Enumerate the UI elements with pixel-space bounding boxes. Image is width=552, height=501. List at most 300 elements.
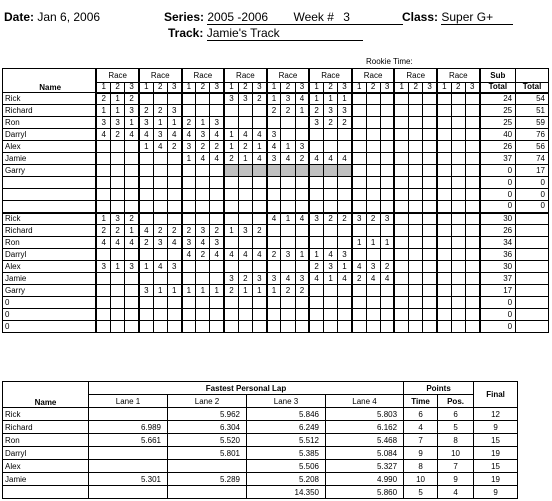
racer-name: Rick bbox=[3, 93, 97, 105]
lane-result bbox=[125, 249, 139, 261]
lane-result bbox=[409, 201, 423, 213]
lane-result bbox=[196, 201, 210, 213]
lane-result bbox=[210, 105, 224, 117]
lane-result bbox=[153, 249, 167, 261]
lane-result: 1 bbox=[252, 141, 266, 153]
sub-total: 0 bbox=[480, 297, 516, 309]
racer-name: Richard bbox=[3, 225, 97, 237]
lane-result bbox=[295, 201, 309, 213]
lane-result: 2 bbox=[139, 105, 153, 117]
lane-result: 3 bbox=[182, 141, 196, 153]
lane-result bbox=[252, 117, 266, 129]
lane-result bbox=[210, 261, 224, 273]
lane-number: 3 bbox=[380, 83, 394, 93]
lane-result: 2 bbox=[252, 225, 266, 237]
lane-result bbox=[352, 309, 366, 321]
lane-result bbox=[323, 201, 337, 213]
lane-result: 4 bbox=[238, 129, 252, 141]
lane-result bbox=[437, 321, 451, 333]
lane-result bbox=[323, 321, 337, 333]
lane-result bbox=[139, 273, 153, 285]
lane-result bbox=[238, 177, 252, 189]
lane-result: 2 bbox=[96, 93, 110, 105]
lane-result bbox=[451, 93, 465, 105]
lane-1-time: 5.661 bbox=[89, 434, 168, 447]
lane-result: 1 bbox=[309, 93, 323, 105]
lane-result bbox=[182, 201, 196, 213]
lane-result bbox=[338, 129, 352, 141]
lane-result bbox=[167, 177, 181, 189]
lane-result bbox=[153, 153, 167, 165]
lane-result: 4 bbox=[153, 141, 167, 153]
lane-result: 4 bbox=[323, 153, 337, 165]
lane-result bbox=[380, 93, 394, 105]
lane-result bbox=[309, 189, 323, 201]
lane-result bbox=[380, 225, 394, 237]
lane-result bbox=[238, 309, 252, 321]
lane-result: 3 bbox=[96, 117, 110, 129]
lane-result bbox=[125, 141, 139, 153]
lane-result: 4 bbox=[366, 273, 380, 285]
racer-name: Jamie bbox=[3, 273, 97, 285]
sub-total: 0 bbox=[480, 189, 516, 201]
lane-result bbox=[295, 309, 309, 321]
racer-name: Alex bbox=[3, 460, 89, 473]
lane-result bbox=[423, 237, 437, 249]
lane-result: 4 bbox=[125, 129, 139, 141]
lane-result bbox=[394, 297, 408, 309]
lane-result bbox=[451, 309, 465, 321]
lane-result bbox=[366, 177, 380, 189]
lane-result bbox=[139, 309, 153, 321]
lane-result bbox=[465, 249, 479, 261]
total bbox=[516, 309, 549, 321]
lane-result bbox=[210, 93, 224, 105]
lane-result bbox=[153, 273, 167, 285]
lane-result bbox=[465, 297, 479, 309]
lane-result: 4 bbox=[338, 153, 352, 165]
lane-number: 3 bbox=[338, 83, 352, 93]
lane-number: 2 bbox=[409, 83, 423, 93]
lane-result bbox=[96, 309, 110, 321]
lane-result bbox=[394, 105, 408, 117]
racer-name: Darryl bbox=[3, 249, 97, 261]
lane-result bbox=[281, 165, 295, 177]
lane-result bbox=[409, 309, 423, 321]
lane-result bbox=[182, 273, 196, 285]
lane-result bbox=[196, 189, 210, 201]
race-header: Race bbox=[96, 69, 139, 83]
lane-result: 3 bbox=[153, 237, 167, 249]
race-header: Race bbox=[182, 69, 225, 83]
lane-result: 4 bbox=[281, 273, 295, 285]
lane-result: 2 bbox=[196, 141, 210, 153]
lane-result bbox=[153, 177, 167, 189]
lane-result bbox=[267, 189, 281, 201]
lane-result: 2 bbox=[196, 249, 210, 261]
series-label: Series: bbox=[164, 10, 205, 24]
lane-result bbox=[409, 189, 423, 201]
sub-total: 37 bbox=[480, 153, 516, 165]
lane-2-time: 5.801 bbox=[168, 447, 247, 460]
lane-number: 1 bbox=[309, 83, 323, 93]
lane-result: 3 bbox=[267, 273, 281, 285]
lane-result bbox=[167, 321, 181, 333]
lane-result bbox=[394, 213, 408, 225]
lane-result: 3 bbox=[111, 213, 125, 225]
lane-result bbox=[125, 177, 139, 189]
lane-result: 1 bbox=[224, 129, 238, 141]
race-header: Race bbox=[352, 69, 395, 83]
series-value: 2005 -2006 bbox=[207, 10, 269, 24]
lane-result bbox=[352, 153, 366, 165]
lane-result bbox=[394, 141, 408, 153]
total: 76 bbox=[516, 129, 549, 141]
racer-name bbox=[3, 486, 89, 499]
lane-result: 2 bbox=[182, 225, 196, 237]
sub-total: 30 bbox=[480, 213, 516, 225]
lane-result bbox=[281, 321, 295, 333]
lane-result: 3 bbox=[224, 273, 238, 285]
lane-result bbox=[167, 93, 181, 105]
lane-result: 1 bbox=[153, 285, 167, 297]
lane-result bbox=[309, 141, 323, 153]
lane-result bbox=[338, 189, 352, 201]
lane-4-time: 5.803 bbox=[326, 408, 404, 421]
lane-result bbox=[111, 249, 125, 261]
lane-result bbox=[196, 105, 210, 117]
lane-result bbox=[366, 141, 380, 153]
lane-result bbox=[437, 153, 451, 165]
lane-result bbox=[437, 117, 451, 129]
lane-result bbox=[238, 213, 252, 225]
lane-result: 4 bbox=[196, 237, 210, 249]
lane-result: 3 bbox=[267, 129, 281, 141]
lane-result bbox=[338, 237, 352, 249]
rookie-time-label: Rookie Time: bbox=[366, 57, 413, 66]
lane-result bbox=[125, 309, 139, 321]
lane-result bbox=[281, 261, 295, 273]
final-points: 15 bbox=[474, 460, 518, 473]
lane-result bbox=[380, 153, 394, 165]
lane-result: 4 bbox=[252, 249, 266, 261]
lane-result bbox=[451, 117, 465, 129]
lane-result: 1 bbox=[182, 153, 196, 165]
lane-result bbox=[465, 93, 479, 105]
lane-result bbox=[196, 297, 210, 309]
position-points: 10 bbox=[438, 447, 474, 460]
total bbox=[516, 297, 549, 309]
lane-result: 1 bbox=[139, 261, 153, 273]
lane-result: 1 bbox=[366, 237, 380, 249]
lane-result bbox=[111, 309, 125, 321]
lane-result bbox=[210, 213, 224, 225]
lane-result bbox=[465, 105, 479, 117]
lane-result: 4 bbox=[281, 153, 295, 165]
lane-result bbox=[423, 189, 437, 201]
lane-result bbox=[338, 285, 352, 297]
lane-result bbox=[281, 201, 295, 213]
lane-result bbox=[394, 321, 408, 333]
class-field bbox=[402, 10, 513, 25]
lane-result bbox=[111, 189, 125, 201]
lane-result: 3 bbox=[295, 273, 309, 285]
lane-result bbox=[352, 177, 366, 189]
lane-result bbox=[295, 129, 309, 141]
lane-result bbox=[96, 141, 110, 153]
racer-name: Rick bbox=[3, 213, 97, 225]
lane-result: 3 bbox=[281, 93, 295, 105]
lane-result: 3 bbox=[167, 261, 181, 273]
lane-result: 3 bbox=[366, 261, 380, 273]
lane-result bbox=[167, 297, 181, 309]
total: 54 bbox=[516, 93, 549, 105]
week-value: 3 bbox=[343, 10, 350, 24]
lane-result: 4 bbox=[295, 213, 309, 225]
lane-result bbox=[210, 321, 224, 333]
lane-1-header: Lane 1 bbox=[89, 395, 168, 408]
lane-result: 1 bbox=[281, 213, 295, 225]
lane-result: 2 bbox=[167, 225, 181, 237]
lane-result bbox=[111, 153, 125, 165]
lane-result bbox=[182, 165, 196, 177]
lane-4-time: 5.084 bbox=[326, 447, 404, 460]
lane-result bbox=[465, 237, 479, 249]
time-points: 8 bbox=[404, 460, 438, 473]
race-grid bbox=[2, 68, 549, 333]
lane-result bbox=[323, 177, 337, 189]
lane-result bbox=[352, 285, 366, 297]
lane-result bbox=[409, 141, 423, 153]
lane-result bbox=[394, 261, 408, 273]
racer-name: Garry bbox=[3, 165, 97, 177]
lane-result bbox=[153, 165, 167, 177]
lane-result bbox=[423, 249, 437, 261]
lane-result bbox=[210, 189, 224, 201]
lane-result bbox=[309, 201, 323, 213]
lane-result bbox=[281, 129, 295, 141]
lane-result bbox=[238, 321, 252, 333]
racer-name: Richard bbox=[3, 105, 97, 117]
lane-result bbox=[252, 105, 266, 117]
lane-result: 1 bbox=[323, 273, 337, 285]
lane-result: 2 bbox=[210, 225, 224, 237]
lane-result bbox=[437, 141, 451, 153]
lane-result bbox=[380, 177, 394, 189]
lane-result: 2 bbox=[323, 213, 337, 225]
lane-result bbox=[352, 165, 366, 177]
lane-result bbox=[182, 105, 196, 117]
lane-result bbox=[451, 201, 465, 213]
lane-result bbox=[437, 285, 451, 297]
lane-result: 1 bbox=[182, 285, 196, 297]
lane-result bbox=[338, 201, 352, 213]
total: 0 bbox=[516, 201, 549, 213]
lane-result bbox=[125, 153, 139, 165]
position-points: 4 bbox=[438, 486, 474, 499]
lane-result bbox=[451, 189, 465, 201]
lane-result bbox=[196, 165, 210, 177]
lane-result bbox=[281, 237, 295, 249]
lane-2-time bbox=[168, 460, 247, 473]
lane-result bbox=[210, 165, 224, 177]
lane-result: 4 bbox=[182, 129, 196, 141]
racer-name: Darryl bbox=[3, 447, 89, 460]
lane-result bbox=[423, 201, 437, 213]
lane-result bbox=[252, 213, 266, 225]
lane-result bbox=[366, 93, 380, 105]
lane-result: 1 bbox=[323, 93, 337, 105]
lane-2-time bbox=[168, 486, 247, 499]
lane-result bbox=[167, 213, 181, 225]
lane-result bbox=[224, 237, 238, 249]
lane-result bbox=[139, 153, 153, 165]
lane-result bbox=[465, 117, 479, 129]
lane-result bbox=[196, 261, 210, 273]
lane-result bbox=[111, 165, 125, 177]
lane-result bbox=[451, 297, 465, 309]
lane-result: 3 bbox=[295, 141, 309, 153]
lane-result bbox=[238, 117, 252, 129]
lane-2-time: 6.304 bbox=[168, 421, 247, 434]
lane-result bbox=[338, 165, 352, 177]
lane-result bbox=[352, 105, 366, 117]
lane-result bbox=[394, 225, 408, 237]
lane-result: 3 bbox=[338, 249, 352, 261]
lane-result bbox=[380, 141, 394, 153]
lane-result bbox=[196, 177, 210, 189]
lane-result bbox=[366, 201, 380, 213]
lane-result: 1 bbox=[96, 105, 110, 117]
lane-result bbox=[465, 153, 479, 165]
lane-result: 2 bbox=[267, 249, 281, 261]
lane-result: 3 bbox=[352, 213, 366, 225]
lane-result bbox=[423, 297, 437, 309]
lane-result: 1 bbox=[153, 117, 167, 129]
sub-total: 24 bbox=[480, 93, 516, 105]
lane-result bbox=[451, 153, 465, 165]
lane-result bbox=[451, 141, 465, 153]
total bbox=[516, 285, 549, 297]
lane-result bbox=[380, 201, 394, 213]
lane-result bbox=[323, 141, 337, 153]
racer-name: Jamie bbox=[3, 153, 97, 165]
lane-result bbox=[465, 309, 479, 321]
lane-result bbox=[281, 117, 295, 129]
lane-result: 3 bbox=[167, 105, 181, 117]
lane-result: 1 bbox=[338, 261, 352, 273]
sub-total: 37 bbox=[480, 273, 516, 285]
lane-result bbox=[210, 297, 224, 309]
lane-result bbox=[224, 165, 238, 177]
lane-4-time: 5.860 bbox=[326, 486, 404, 499]
lane-1-time: 5.301 bbox=[89, 473, 168, 486]
racer-name: Ron bbox=[3, 117, 97, 129]
lane-result bbox=[139, 165, 153, 177]
lane-result bbox=[167, 201, 181, 213]
lane-result bbox=[125, 285, 139, 297]
lane-result: 3 bbox=[139, 117, 153, 129]
lane-result bbox=[295, 117, 309, 129]
lane-number: 2 bbox=[153, 83, 167, 93]
sub-total: 25 bbox=[480, 105, 516, 117]
lane-result: 4 bbox=[96, 129, 110, 141]
lane-result bbox=[409, 153, 423, 165]
lane-number: 3 bbox=[125, 83, 139, 93]
lane-result bbox=[352, 189, 366, 201]
lane-result bbox=[380, 297, 394, 309]
lane-result bbox=[238, 297, 252, 309]
week-label: Week # bbox=[293, 10, 334, 24]
lane-result bbox=[153, 297, 167, 309]
lane-result bbox=[139, 201, 153, 213]
lane-result: 4 bbox=[139, 129, 153, 141]
lane-number: 1 bbox=[182, 83, 196, 93]
lane-3-time: 6.249 bbox=[247, 421, 326, 434]
lane-result bbox=[409, 117, 423, 129]
lane-result: 1 bbox=[281, 141, 295, 153]
total: 56 bbox=[516, 141, 549, 153]
lane-result bbox=[394, 93, 408, 105]
lane-2-time: 5.520 bbox=[168, 434, 247, 447]
lane-result bbox=[465, 165, 479, 177]
lane-result bbox=[409, 237, 423, 249]
lane-result bbox=[451, 261, 465, 273]
lane-number: 2 bbox=[196, 83, 210, 93]
lane-result: 4 bbox=[380, 273, 394, 285]
lane-result bbox=[295, 225, 309, 237]
lane-result bbox=[252, 321, 266, 333]
lane-result: 3 bbox=[210, 237, 224, 249]
lane-result bbox=[394, 153, 408, 165]
lane-result bbox=[153, 321, 167, 333]
lane-result bbox=[96, 273, 110, 285]
lane-number: 3 bbox=[465, 83, 479, 93]
lane-result bbox=[366, 189, 380, 201]
lane-result: 2 bbox=[111, 129, 125, 141]
pos-header: Pos. bbox=[438, 395, 474, 408]
lane-result bbox=[380, 165, 394, 177]
lane-result bbox=[139, 177, 153, 189]
racer-name: 0 bbox=[3, 321, 97, 333]
lane-result bbox=[437, 237, 451, 249]
lane-result bbox=[96, 321, 110, 333]
lane-result bbox=[380, 105, 394, 117]
racer-name: Darryl bbox=[3, 129, 97, 141]
lane-result: 2 bbox=[281, 285, 295, 297]
lane-result bbox=[309, 165, 323, 177]
lane-result bbox=[437, 249, 451, 261]
lane-result bbox=[352, 225, 366, 237]
sub-total: 36 bbox=[480, 249, 516, 261]
lane-result bbox=[465, 201, 479, 213]
lane-result bbox=[238, 165, 252, 177]
lane-result bbox=[352, 93, 366, 105]
lane-result bbox=[423, 105, 437, 117]
lane-result bbox=[238, 237, 252, 249]
lane-result bbox=[323, 129, 337, 141]
lane-result bbox=[394, 177, 408, 189]
lane-result bbox=[451, 225, 465, 237]
lane-number: 1 bbox=[394, 83, 408, 93]
name-header: Name bbox=[3, 69, 97, 93]
lane-result: 1 bbox=[196, 117, 210, 129]
lane-result: 3 bbox=[224, 93, 238, 105]
lane-result bbox=[96, 297, 110, 309]
lane-result: 4 bbox=[167, 129, 181, 141]
lane-result bbox=[309, 225, 323, 237]
sub-total: 25 bbox=[480, 117, 516, 129]
